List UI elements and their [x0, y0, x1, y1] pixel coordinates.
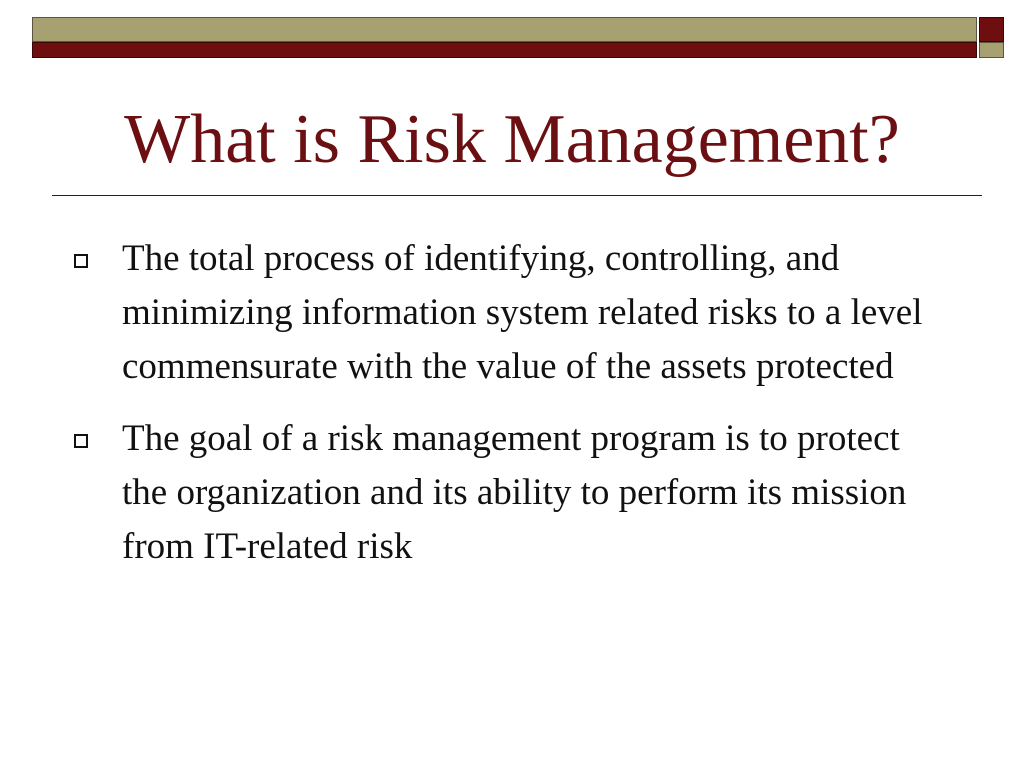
slide-title: What is Risk Management? [124, 101, 900, 178]
header-square-olive [979, 42, 1004, 58]
header-bar-maroon [32, 42, 977, 58]
bullet-text: The total process of identifying, controlling, and minimizing information system related risks to a level commensurate with the value of the assets protected [122, 238, 923, 387]
bullet-text: The goal of a risk management program is to protect the organization and its ability to perform its mission from IT-related risk [122, 418, 907, 567]
bullet-item [70, 412, 950, 574]
bullet-item [70, 232, 950, 394]
title-divider [52, 195, 982, 196]
header-square-maroon [979, 17, 1004, 42]
bullet-list [70, 232, 950, 592]
hollow-square-bullet-icon [74, 434, 88, 448]
header-bar-olive [32, 17, 977, 42]
hollow-square-bullet-icon [74, 254, 88, 268]
